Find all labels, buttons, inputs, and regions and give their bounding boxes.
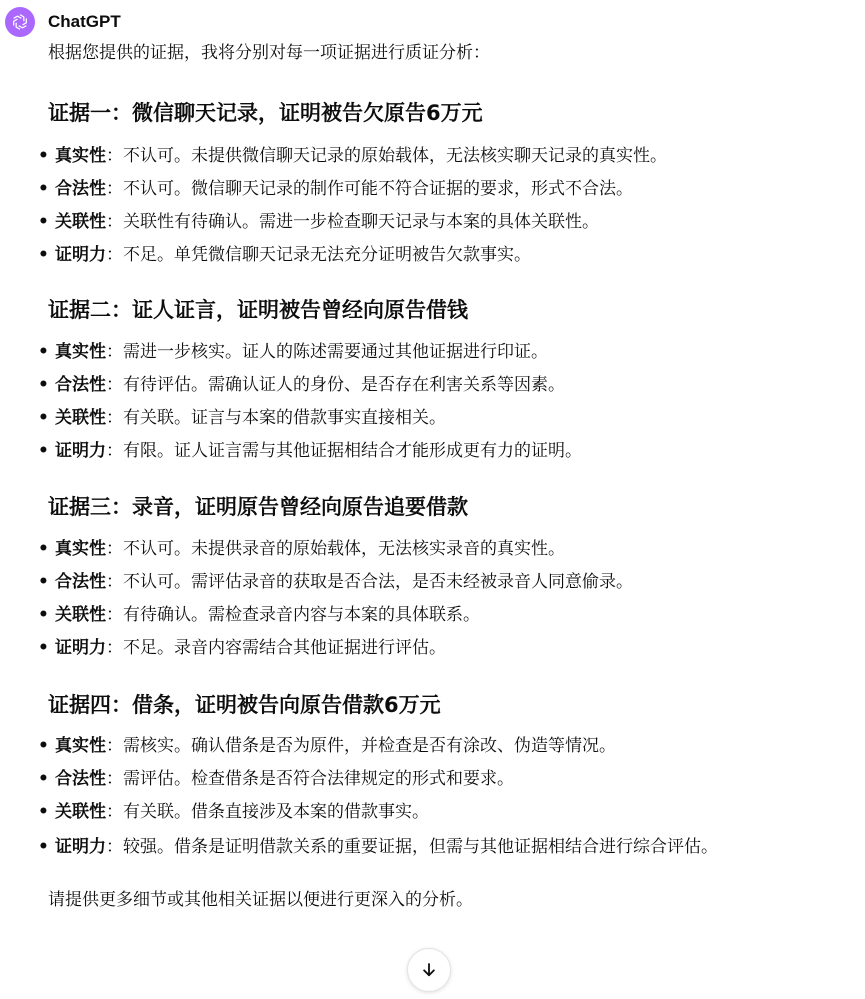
item-label: 真实性 — [55, 736, 106, 756]
evidence-list — [38, 730, 808, 865]
list-item: • 真实性：不认可。未提供微信聊天记录的原始载体，无法核实聊天记录的真实性。 — [38, 146, 667, 166]
item-text: ：需评估。检查借条是否符合法律规定的形式和要求。 — [106, 769, 514, 789]
list-item: • 证明力：有限。证人证言需与其他证据相结合才能形成更有力的证明。 — [38, 441, 582, 461]
message-header — [5, 7, 121, 37]
item-label: 关联性 — [55, 408, 106, 428]
item-label: 证明力 — [55, 441, 106, 461]
evidence-list — [38, 533, 808, 665]
evidence-section-4 — [38, 690, 808, 865]
list-item: • 真实性：不认可。未提供录音的原始载体，无法核实录音的真实性。 — [38, 539, 565, 559]
item-text: ：不认可。微信聊天记录的制作可能不符合证据的要求，形式不合法。 — [106, 179, 633, 199]
scroll-to-bottom-button[interactable] — [407, 948, 451, 992]
item-label: 真实性 — [55, 342, 106, 362]
section-heading: 证据四：借条，证明被告向原告借款6万元 — [48, 693, 441, 717]
closing-paragraph: 请提供更多细节或其他相关证据以便进行更深入的分析。 — [48, 890, 473, 910]
item-label: 合法性 — [55, 572, 106, 592]
section-heading: 证据二：证人证言，证明被告曾经向原告借钱 — [48, 298, 468, 322]
item-text: ：不认可。需评估录音的获取是否合法，是否未经被录音人同意偷录。 — [106, 572, 633, 592]
item-label: 合法性 — [55, 179, 106, 199]
list-item: • 证明力：不足。单凭微信聊天记录无法充分证明被告欠款事实。 — [38, 245, 531, 265]
item-text: ：有限。证人证言需与其他证据相结合才能形成更有力的证明。 — [106, 441, 582, 461]
item-text: ：有关联。借条直接涉及本案的借款事实。 — [106, 802, 429, 822]
item-text: ：需核实。确认借条是否为原件，并检查是否有涂改、伪造等情况。 — [106, 736, 616, 756]
list-item: • 关联性：有关联。证言与本案的借款事实直接相关。 — [38, 408, 446, 428]
item-label: 真实性 — [55, 539, 106, 559]
section-heading: 证据三：录音，证明原告曾经向原告追要借款 — [48, 495, 468, 519]
item-label: 证明力 — [55, 837, 106, 857]
evidence-list — [38, 140, 808, 272]
assistant-avatar — [5, 7, 35, 37]
author-name: ChatGPT — [48, 12, 121, 31]
openai-logo-icon — [10, 12, 30, 32]
intro-paragraph: 根据您提供的证据，我将分别对每一项证据进行质证分析： — [48, 43, 490, 63]
item-text: ：不足。录音内容需结合其他证据进行评估。 — [106, 638, 446, 658]
evidence-section-1 — [38, 98, 808, 272]
list-item: • 合法性：不认可。需评估录音的获取是否合法，是否未经被录音人同意偷录。 — [38, 572, 633, 592]
section-heading: 证据一：微信聊天记录，证明被告欠原告6万元 — [48, 101, 483, 125]
list-item: • 关联性：有待确认。需检查录音内容与本案的具体联系。 — [38, 605, 480, 625]
list-item: • 合法性：需评估。检查借条是否符合法律规定的形式和要求。 — [38, 769, 514, 789]
list-item: • 真实性：需核实。确认借条是否为原件，并检查是否有涂改、伪造等情况。 — [38, 736, 616, 756]
list-item: • 真实性：需进一步核实。证人的陈述需要通过其他证据进行印证。 — [38, 342, 548, 362]
item-label: 证明力 — [55, 638, 106, 658]
item-label: 证明力 — [55, 245, 106, 265]
item-text: ：关联性有待确认。需进一步检查聊天记录与本案的具体关联性。 — [106, 212, 599, 232]
item-label: 真实性 — [55, 146, 106, 166]
list-item: • 合法性：不认可。微信聊天记录的制作可能不符合证据的要求，形式不合法。 — [38, 179, 633, 199]
item-text: ：需进一步核实。证人的陈述需要通过其他证据进行印证。 — [106, 342, 548, 362]
evidence-list — [38, 336, 808, 468]
list-item: • 关联性：关联性有待确认。需进一步检查聊天记录与本案的具体关联性。 — [38, 212, 599, 232]
list-item: • 关联性：有关联。借条直接涉及本案的借款事实。 — [38, 802, 429, 822]
item-text: ：不认可。未提供微信聊天记录的原始载体，无法核实聊天记录的真实性。 — [106, 146, 667, 166]
arrow-down-icon — [420, 961, 438, 979]
list-item: • 合法性：有待评估。需确认证人的身份、是否存在利害关系等因素。 — [38, 375, 565, 395]
item-label: 合法性 — [55, 375, 106, 395]
item-text: ：不足。单凭微信聊天记录无法充分证明被告欠款事实。 — [106, 245, 531, 265]
item-label: 关联性 — [55, 605, 106, 625]
item-label: 关联性 — [55, 212, 106, 232]
item-text: ：有待评估。需确认证人的身份、是否存在利害关系等因素。 — [106, 375, 565, 395]
item-label: 合法性 — [55, 769, 106, 789]
list-item: • 证明力：较强。借条是证明借款关系的重要证据，但需与其他证据相结合进行综合评估。 — [38, 837, 718, 857]
evidence-section-3 — [38, 492, 808, 665]
item-text: ：有待确认。需检查录音内容与本案的具体联系。 — [106, 605, 480, 625]
item-label: 关联性 — [55, 802, 106, 822]
item-text: ：不认可。未提供录音的原始载体，无法核实录音的真实性。 — [106, 539, 565, 559]
item-text: ：较强。借条是证明借款关系的重要证据，但需与其他证据相结合进行综合评估。 — [106, 837, 718, 857]
message-content — [38, 40, 808, 913]
evidence-section-2 — [38, 295, 808, 468]
list-item: • 证明力：不足。录音内容需结合其他证据进行评估。 — [38, 638, 446, 658]
item-text: ：有关联。证言与本案的借款事实直接相关。 — [106, 408, 446, 428]
